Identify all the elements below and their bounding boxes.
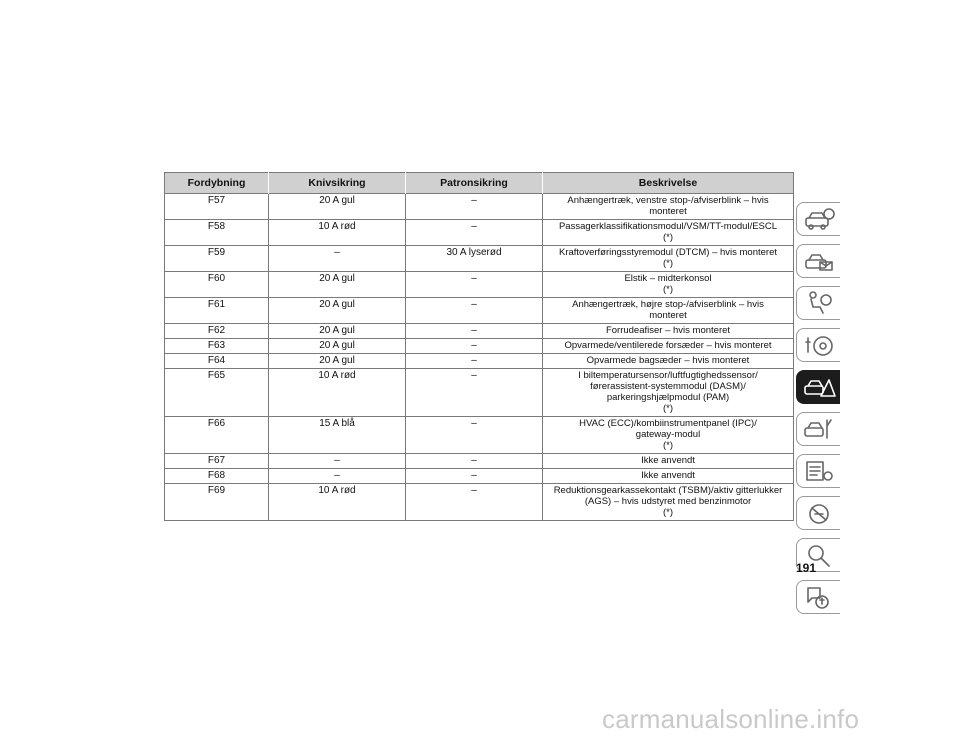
cell-blade-fuse: 20 A gul <box>269 194 406 220</box>
chapter-tab[interactable] <box>796 202 840 236</box>
table-header-row <box>165 173 794 194</box>
cell-blade-fuse: 10 A rød <box>269 369 406 417</box>
table-row <box>165 484 794 521</box>
cell-cavity: F68 <box>165 469 269 484</box>
description-line: Reduktionsgearkassekontakt (TSBM)/aktiv gitterlukker <box>553 485 783 496</box>
header-cavity: Fordybning <box>165 173 269 194</box>
cell-description <box>543 417 794 454</box>
cell-blade-fuse: 20 A gul <box>269 272 406 298</box>
description-line: monteret <box>649 206 687 217</box>
chapter-tab[interactable] <box>796 286 840 320</box>
cell-blade-fuse: 15 A blå <box>269 417 406 454</box>
cell-cartridge-fuse: – <box>406 324 543 339</box>
description-line: (*) <box>662 232 674 243</box>
header-cartridge-fuse: Patronsikring <box>406 173 543 194</box>
chapter-tab[interactable] <box>796 454 840 488</box>
cell-description <box>543 272 794 298</box>
car-info-icon <box>802 206 836 232</box>
cell-cavity: F66 <box>165 417 269 454</box>
watermark: carmanualsonline.info <box>602 704 860 734</box>
cell-blade-fuse: 10 A rød <box>269 220 406 246</box>
cell-cartridge-fuse: – <box>406 339 543 354</box>
table-row <box>165 354 794 369</box>
description-line: Elstik – midterkonsol <box>624 273 712 284</box>
table-body <box>165 194 794 521</box>
cell-blade-fuse: 10 A rød <box>269 484 406 521</box>
cell-cartridge-fuse: – <box>406 369 543 417</box>
chapter-tab[interactable] <box>796 580 840 614</box>
cell-description <box>543 246 794 272</box>
table-row <box>165 369 794 417</box>
chapter-tabs <box>796 202 842 622</box>
description-line: parkeringshjælpmodul (PAM) <box>606 392 730 403</box>
cell-cartridge-fuse: 30 A lyserød <box>406 246 543 272</box>
cell-cavity: F63 <box>165 339 269 354</box>
description-line: monteret <box>649 310 687 321</box>
table-row <box>165 469 794 484</box>
car-service-icon <box>802 416 836 442</box>
cell-cartridge-fuse: – <box>406 354 543 369</box>
cell-cartridge-fuse: – <box>406 272 543 298</box>
description-line: (*) <box>662 258 674 269</box>
header-description: Beskrivelse <box>543 173 794 194</box>
page-number: 191 <box>796 561 817 575</box>
cell-cavity: F69 <box>165 484 269 521</box>
description-line: Anhængertræk, venstre stop-/afviserblink – hvis <box>567 195 769 206</box>
description-line: (*) <box>662 284 674 295</box>
cell-cavity: F65 <box>165 369 269 417</box>
cell-description <box>543 354 794 369</box>
description-line: Opvarmede bagsæder – hvis monteret <box>586 355 750 366</box>
chapter-tab[interactable] <box>796 244 840 278</box>
description-line: Kraftoverføringsstyremodul (DTCM) – hvis monteret <box>558 247 778 258</box>
language-icon <box>802 584 836 610</box>
table-row <box>165 246 794 272</box>
cell-cartridge-fuse: – <box>406 454 543 469</box>
specifications-icon <box>802 458 836 484</box>
cell-cavity: F64 <box>165 354 269 369</box>
cell-description <box>543 324 794 339</box>
cell-cavity: F57 <box>165 194 269 220</box>
cell-cavity: F62 <box>165 324 269 339</box>
cell-blade-fuse: – <box>269 454 406 469</box>
description-line: Anhængertræk, højre stop-/afviserblink – hvis <box>572 299 764 310</box>
cell-description <box>543 484 794 521</box>
chapter-tab[interactable] <box>796 496 840 530</box>
description-line: (*) <box>662 507 674 518</box>
description-line: gateway-modul <box>635 429 701 440</box>
cell-cartridge-fuse: – <box>406 417 543 454</box>
cell-blade-fuse: 20 A gul <box>269 339 406 354</box>
chapter-tab[interactable] <box>796 328 840 362</box>
table-row <box>165 272 794 298</box>
steering-wheel-icon <box>802 332 836 358</box>
seat-airbag-icon <box>802 290 836 316</box>
description-line: (AGS) – hvis udstyret med benzinmotor <box>584 496 752 507</box>
description-line: (*) <box>662 403 674 414</box>
cell-cartridge-fuse: – <box>406 194 543 220</box>
cell-description <box>543 298 794 324</box>
cell-cavity: F58 <box>165 220 269 246</box>
chapter-tab[interactable] <box>796 370 840 404</box>
chapter-tab[interactable] <box>796 412 840 446</box>
cell-description <box>543 220 794 246</box>
description-line: Forrudeafiser – hvis monteret <box>605 325 731 336</box>
description-line: Ikke anvendt <box>641 455 695 466</box>
cell-blade-fuse: 20 A gul <box>269 354 406 369</box>
car-safety-icon <box>802 248 836 274</box>
table-row <box>165 324 794 339</box>
cell-blade-fuse: 20 A gul <box>269 298 406 324</box>
description-line: (*) <box>662 440 674 451</box>
table-row <box>165 298 794 324</box>
description-line: førerassistent-systemmodul (DASM)/ <box>590 381 746 392</box>
cell-description <box>543 454 794 469</box>
cell-blade-fuse: – <box>269 246 406 272</box>
table-row <box>165 417 794 454</box>
description-line: Ikke anvendt <box>641 470 695 481</box>
table-row <box>165 220 794 246</box>
cell-blade-fuse: 20 A gul <box>269 324 406 339</box>
cell-description <box>543 369 794 417</box>
cell-cavity: F67 <box>165 454 269 469</box>
cell-cartridge-fuse: – <box>406 484 543 521</box>
header-blade-fuse: Knivsikring <box>269 173 406 194</box>
description-line: HVAC (ECC)/kombiinstrumentpanel (IPC)/ <box>579 418 757 429</box>
table-row <box>165 454 794 469</box>
multimedia-icon <box>802 500 836 526</box>
fuse-table <box>164 172 794 521</box>
cell-description <box>543 194 794 220</box>
cell-cartridge-fuse: – <box>406 469 543 484</box>
cell-cavity: F60 <box>165 272 269 298</box>
cell-cartridge-fuse: – <box>406 220 543 246</box>
description-line: I biltemperatursensor/luftfugtighedssensor/ <box>578 370 758 381</box>
cell-cavity: F61 <box>165 298 269 324</box>
description-line: Passagerklassifikationsmodul/VSM/TT-modul/ESCL <box>558 221 778 232</box>
cell-cavity: F59 <box>165 246 269 272</box>
cell-blade-fuse: – <box>269 469 406 484</box>
cell-description <box>543 469 794 484</box>
table-row <box>165 194 794 220</box>
roadside-emergency-icon <box>802 374 836 400</box>
table-row <box>165 339 794 354</box>
description-line: Opvarmede/ventilerede forsæder – hvis monteret <box>564 340 772 351</box>
cell-cartridge-fuse: – <box>406 298 543 324</box>
cell-description <box>543 339 794 354</box>
